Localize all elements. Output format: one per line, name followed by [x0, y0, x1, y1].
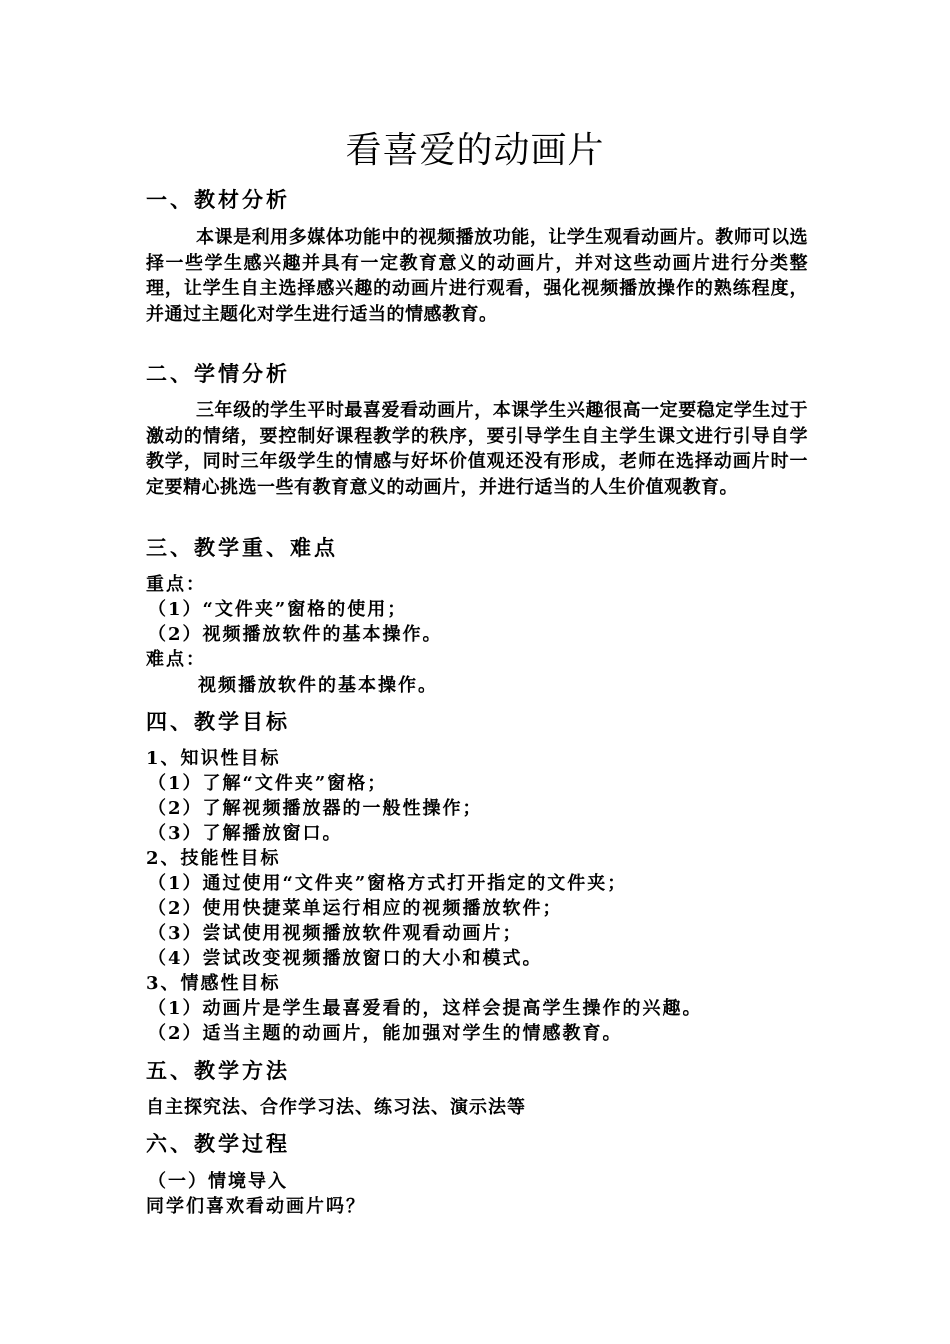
paragraph-students: 三年级的学生平时最喜爱看动画片，本课学生兴趣很高一定要稳定学生过于激动的情绪，要控制好课程教学的秩序，要引导学生自主学生课文进行引导自学教学，同时三年级学生的情感与好坏价值观还没有形成，老师在选择动画片时一定要精心挑选一些有教育意义的动画片，并进行适当的人生价值观教育。 [146, 400, 808, 498]
objective-group-label: 1、知识性目标 [146, 748, 281, 769]
objective-item: （3）尝试使用视频播放软件观看动画片； [148, 923, 523, 944]
heading-methods: 五、教学方法 [146, 1058, 290, 1083]
heading-objectives: 四、教学目标 [146, 709, 290, 734]
objective-item: （1）通过使用“文件夹”窗格方式打开指定的文件夹； [148, 873, 628, 894]
objective-item: （2）使用快捷菜单运行相应的视频播放软件； [148, 898, 563, 919]
objective-item: （4）尝试改变视频播放窗口的大小和模式。 [148, 948, 543, 969]
objective-item: （2）适当主题的动画片，能加强对学生的情感教育。 [148, 1023, 623, 1044]
objective-item: （2）了解视频播放器的一般性操作； [148, 798, 483, 819]
difficult-point-item: 视频播放软件的基本操作。 [198, 675, 438, 696]
objective-group-label: 2、技能性目标 [146, 848, 281, 869]
document-title: 看喜爱的动画片 [345, 130, 605, 171]
methods-text: 自主探究法、合作学习法、练习法、演示法等 [146, 1097, 526, 1118]
objective-group-label: 3、情感性目标 [146, 973, 281, 994]
key-points-label: 重点： [146, 574, 206, 595]
paragraph-materials: 本课是利用多媒体功能中的视频播放功能，让学生观看动画片。教师可以选择一些学生感兴趣并具有一定教育意义的动画片，并对这些动画片进行分类整理，让学生自主选择感兴趣的动画片进行观看，强化视频播放操作的熟练程度，并通过主题化对学生进行适当的情感教育。 [146, 227, 808, 325]
objective-item: （1）了解“文件夹”窗格； [148, 773, 388, 794]
difficult-points-label: 难点： [146, 649, 206, 670]
key-point-item: （2）视频播放软件的基本操作。 [148, 624, 443, 645]
heading-students: 二、学情分析 [146, 361, 290, 386]
process-text: 同学们喜欢看动画片吗？ [146, 1196, 366, 1217]
heading-key-points: 三、教学重、难点 [146, 535, 338, 560]
process-subheading: （一）情境导入 [148, 1171, 288, 1192]
key-point-item: （1）“文件夹”窗格的使用； [148, 599, 408, 620]
objective-item: （3）了解播放窗口。 [148, 823, 343, 844]
objective-item: （1）动画片是学生最喜爱看的，这样会提高学生操作的兴趣。 [148, 998, 703, 1019]
heading-process: 六、教学过程 [146, 1131, 290, 1156]
heading-materials: 一、教材分析 [146, 187, 290, 212]
